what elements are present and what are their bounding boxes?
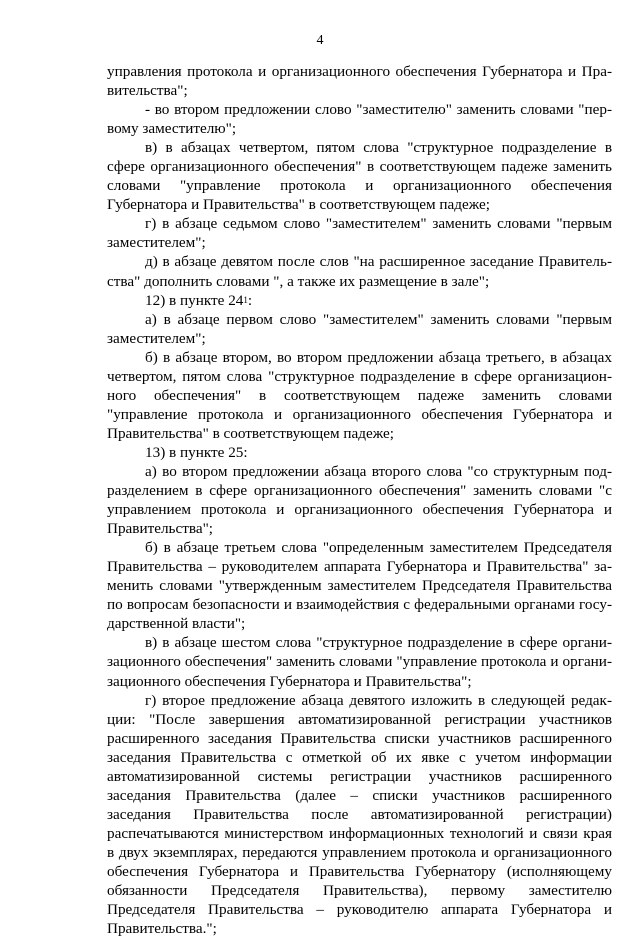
paragraph-item-12 [107, 291, 612, 310]
paragraph: в) в абзаце шестом слова "структурное подразделение в сфере организационного обеспечения" заменить словами "управление протокола и организационного обеспечения Губернатора и Правительства"; [107, 634, 612, 690]
document-body [107, 62, 612, 938]
paragraph: б) в абзаце втором, во втором предложении абзаца третьего, в абзацах четвертом, пятом слова "структурное подразделение в сфере организационного обеспечения" в соответствующем падеже заменить словами "управление протокола и организационного обеспечения Губернатора и Правительства" в соответствующем падеже; [107, 348, 612, 442]
paragraph: управления протокола и организационного обеспечения Губернатора и Правительства"; [107, 63, 612, 100]
paragraph: г) второе предложение абзаца девятого изложить в следующей редакции: "После завершения автоматизированной регистрации участников расширенного заседания Правительства списки участников расширенного заседания Правительства с отметкой об их явке с учетом информации автоматизированной системы регистрации участников расширенного заседания Правительства (далее – списки участников расширенного заседания Правительства после автоматизированной регистрации) распечатываются министерством информационных технологий и связи края в двух экземплярах, передаются управлением протокола и организационного обеспечения Губернатора и Правительства Губернатору (исполняющему обязанности Председателя Правительства), первому заместителю Председателя Правительства – руководителю аппарата Губернатора и Правительства."; [107, 691, 612, 938]
paragraph: - во втором предложении слово "заместителю" заменить словами "первому заместителю"; [107, 101, 612, 138]
item-12-superscript: 1 [243, 294, 248, 305]
paragraph: д) в абзаце девятом после слов "на расширенное заседание Правительства" дополнить словами ", а также их размещение в зале"; [107, 253, 612, 290]
paragraph: б) в абзаце третьем слова "определенным заместителем Председателя Правительства – руководителем аппарата Губернатора и Правительства" заменить словами "утвержденным заместителем Председателя Правительства по вопросам безопасности и взаимодействия с федеральными органами государственной власти"; [107, 539, 612, 633]
paragraph: г) в абзаце седьмом слово "заместителем" заменить словами "первым заместителем"; [107, 215, 612, 252]
item-12-suffix: : [247, 291, 253, 309]
item-12-text: 12) в пункте 24 [145, 291, 244, 309]
paragraph: а) в абзаце первом слово "заместителем" заменить словами "первым заместителем"; [107, 310, 612, 347]
paragraph: 13) в пункте 25: [145, 443, 248, 461]
page-number: 4 [316, 33, 324, 48]
paragraph: а) во втором предложении абзаца второго слова "со структурным подразделением в сфере организационного обеспечения" заменить словами "с управлением протокола и организационного обеспечения Губернатора и Правительства"; [107, 462, 612, 538]
paragraph: в) в абзацах четвертом, пятом слова "структурное подразделение в сфере организационного обеспечения" в соответствующем падеже заменить словами "управление протокола и организационного обеспечения Губернатора и Правительства" в соответствующем падеже; [107, 139, 612, 214]
